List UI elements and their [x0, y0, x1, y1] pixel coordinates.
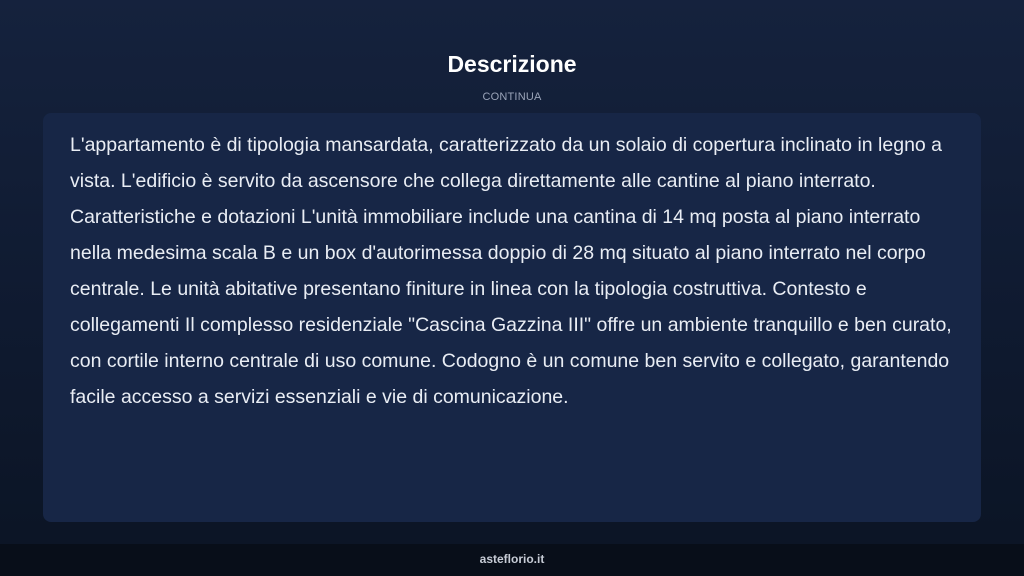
- description-card: [43, 113, 981, 522]
- page-title: Descrizione: [447, 51, 577, 77]
- continue-link[interactable]: CONTINUA: [482, 91, 542, 103]
- description-text: L'appartamento è di tipologia mansardata, caratterizzato da un solaio di copertura inclinato in legno a vista. L'edificio è servito da ascensore che collega direttamente alle cantine al piano interrato. Caratteristiche e dotazioni L'unità immobiliare include una cantina di 14 mq posta al piano interrato nella medesima scala B e un box d'autorimessa doppio di 28 mq situato al piano interrato nel corpo centrale. Le unità abitative presentano finiture in linea con la tipologia costruttiva. Contesto e collegamenti Il complesso residenziale "Cascina Gazzina III" offre un ambiente tranquillo e ben curato, con cortile interno centrale di uso comune. Codogno è un comune ben servito e collegato, garantendo facile accesso a servizi essenziali e vie di comunicazione.: [70, 134, 952, 408]
- footer: [0, 544, 1024, 576]
- footer-brand: asteflorio.it: [479, 552, 545, 566]
